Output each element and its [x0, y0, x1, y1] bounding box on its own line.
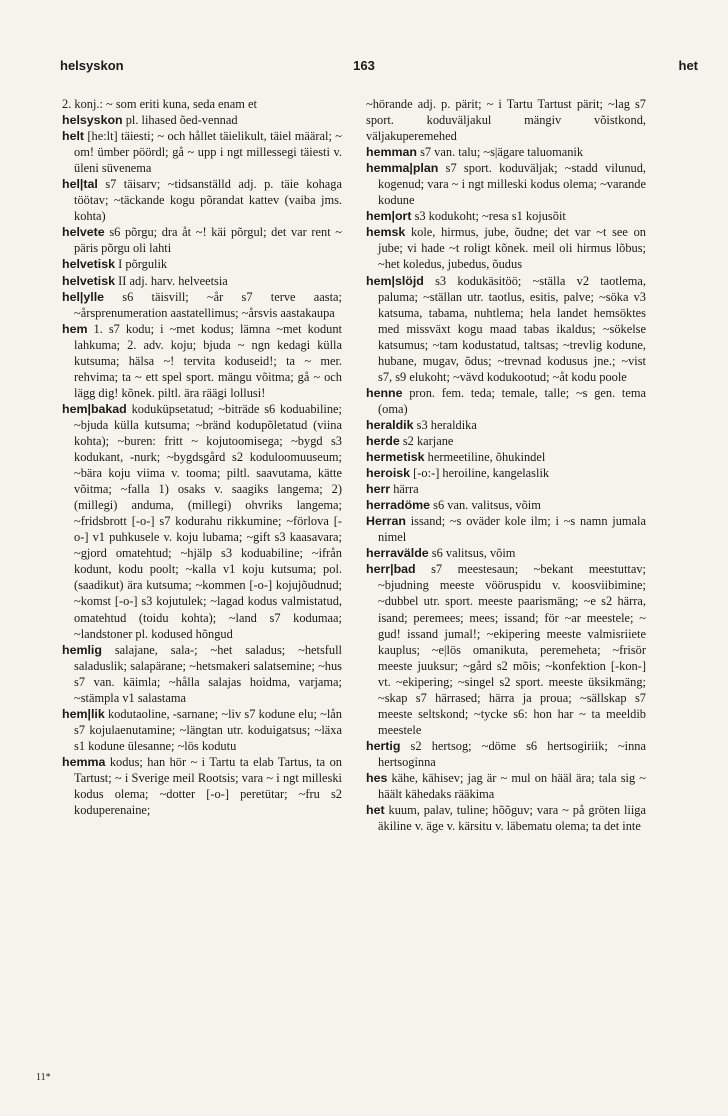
headword: Herran: [366, 514, 406, 529]
dictionary-entry: [366, 385, 646, 417]
dictionary-entry: [366, 273, 646, 385]
entry-text: s7 meestesaun; ~bekant meestuttav; ~bjudning meeste vööruspidu v. koosviibimine; ~dubbel utr. sport. meeste paarismäng; ~e s2 härra, isand; peremees; mees; issand; för ~ar meestele; ~ gud! issand jumal!; ~ekipering meeste valmisriiete kauplus; ~e|lös omanikuta, peremeheta; ~frisör meeste juuksur; ~gård s2 mõis; ~konfektion [-kon-] vt. ~ekipering; ~singel s2 sport. meeste üksikmäng; ~skap s7 härrased; härra ja proua; ~sällskap s7 meeste seltskond; ~tycke s6: hon har ~ ta meeldib meestele: [378, 562, 646, 737]
entry-text: koduküpsetatud; ~biträde s6 koduabiline; ~bjuda külla kutsuma; ~bränd kodupõletatud (viina kohta); ~buren: fritt ~ kojutoomisega; ~bygd s3 kodukant, -nurk; ~bygdsgård s2 koduloomuuseum; ~bära koju viima v. tooma; piltl. saavutama, kätte võitma; ~falla 1) osaks v. saagiks langema; 2) (millegi) anduma, (millegi) ohvriks langema; ~fridsbrott [-o-] s7 kodurahu rikkumine; ~förlova [-o-] v1 puhkusele v. koju lubama; ~gift s3 kaasavara; ~gjord omatehtud; ~hjälp s3 koduabiline; ~ifrån kodunt, kodu poolt; ~kalla v1 koju kutsuma; pol. (saadikut) ära kutsuma; ~kommen [-o-] kojujõudnud; ~komst [-o-] s3 kojutulek; ~lagad kodus valmistatud, omatehtud (toidu kohta); ~land s7 kodumaa; ~landstoner pl. kodused hõngud: [74, 401, 342, 641]
entry-text: s7 täisarv; ~tidsanställd adj. p. täie kohaga töötav; ~täckande kogu põrandat kattev (vaiba jms. kohta): [74, 177, 342, 224]
dictionary-entry: [62, 176, 342, 224]
headword: hel|tal: [62, 177, 98, 192]
dictionary-entry: [62, 256, 342, 272]
headword: hem|bakad: [62, 401, 127, 416]
entry-text: kole, hirmus, jube, õudne; det var ~t see on jube; vi hade ~t roligt kõnek. meil oli hirmus lõbus; ~het koledus, jubedus, õudus: [378, 225, 646, 272]
headword: hem: [62, 321, 88, 336]
dictionary-entry: [62, 96, 342, 112]
entry-text: ~hörande adj. p. pärit; ~ i Tartu Tartust pärit; ~lag s7 sport. koduväljakul mängiv võistkond, väljakuperemehed: [366, 97, 646, 144]
headword: heraldik: [366, 417, 414, 432]
headword: helvete: [62, 225, 105, 240]
entry-text: hermeetiline, õhukindel: [424, 450, 546, 465]
headword: hertig: [366, 738, 401, 753]
entry-text: s3 heraldika: [413, 417, 477, 432]
entry-text: kodus; han hör ~ i Tartu ta elab Tartus, ta on Tartust; ~ i Sverige meil Rootsis; vara ~ i ngt milleski kodus olema; ~dotter [-o-] peretütar; ~fru s2 koduperenaine;: [74, 754, 342, 818]
entry-text: pl. lihased õed-vennad: [122, 113, 238, 128]
dictionary-entry: [366, 738, 646, 770]
headword: hes: [366, 770, 388, 785]
dictionary-entry: [366, 561, 646, 738]
dictionary-entry: [366, 208, 646, 224]
headword: herr: [366, 482, 391, 497]
dictionary-entry: [366, 802, 646, 834]
headword: helvetisk: [62, 273, 116, 288]
entry-text: härra: [390, 482, 419, 497]
entry-text: [he:lt] täiesti; ~ och hållet täielikult, täiel määral; ~ om! ümber pöördl; gå ~ upp i ngt millessegi täiesti v. üleni süvenema: [74, 129, 342, 176]
entry-text: [-o:-] heroiline, kangelaslik: [410, 466, 550, 481]
dictionary-entry: [366, 497, 646, 513]
headword: helt: [62, 129, 85, 144]
headword: hem|lik: [62, 706, 105, 721]
dictionary-entry: [366, 417, 646, 433]
headword: hermetisk: [366, 450, 425, 465]
entry-text: s3 kodukäsitöö; ~ställa v2 taotlema, paluma; ~ställan utr. taotlus, esitis, palve; ~söka v3 katsuma, tabama, nuhtlema; hela landet hemsöktes med missväxt kogu maad tabas ikaldus; ~sökelse katsumus; ~tam kodustatud, taltsas; ~trevlig kodune, hubane, mugav, õdus; ~trevnad kodusus jne.; ~vist s7, s9 elukoht; ~vävd kodukootud; ~åt kodu poole: [378, 273, 646, 384]
dictionary-entry: [366, 513, 646, 545]
entry-text: s6 valitsus, võim: [428, 546, 516, 561]
entry-text: s3 kodukoht; ~resa s1 kojusõit: [411, 209, 566, 224]
entry-text: I põrgulik: [115, 257, 168, 272]
running-head-right: het: [678, 58, 698, 73]
headword: het: [366, 803, 385, 818]
headword: herradöme: [366, 498, 431, 513]
dictionary-entry: [62, 642, 342, 706]
dictionary-entry: [366, 449, 646, 465]
dictionary-entry: [62, 128, 342, 176]
entry-text: s7 sport. koduväljak; ~stadd vilunud, kogenud; vara ~ i ngt milleski kodus olema; ~varande kodune: [378, 161, 646, 208]
dictionary-entry: [366, 465, 646, 481]
dictionary-entry: [62, 321, 342, 401]
headword: hemlig: [62, 642, 102, 657]
entry-text: s7 van. talu; ~s|ägare taluomanik: [416, 145, 584, 160]
entry-text: s6 põrgu; dra åt ~! käi põrgul; det var rent ~ päris põrgu oli lahti: [74, 225, 342, 256]
dictionary-entry: [62, 273, 342, 289]
entry-text: kähe, kähisev; jag är ~ mul on hääl ära; tala sig ~ häält kähedaks rääkima: [378, 770, 646, 802]
headword: helvetisk: [62, 257, 116, 272]
entry-text: s6 van. valitsus, võim: [430, 498, 541, 513]
dictionary-entry: [62, 289, 342, 321]
dictionary-entry: [62, 224, 342, 256]
dictionary-entry: [366, 144, 646, 160]
entry-text: kuum, palav, tuline; hõõguv; vara ~ på gröten liiga äkiline v. äge v. kärsitu v. läbematu olema; ta det inte: [378, 803, 646, 834]
dictionary-entry: [366, 481, 646, 497]
dictionary-entry: [366, 770, 646, 802]
entry-text: 1. s7 kodu; i ~met kodus; lämna ~met kodunt lahkuma; 2. adv. koju; bjuda ~ ngn kedagi külla kutsuma; hälsa ~! tervita koduseid!; ta ~ mer. rehvima; ta ~ ett spel sport. mängu võitma; gå ~ och lägg dig! kõnek. piltl. ära räägi lollusi!: [74, 321, 342, 400]
dictionary-entry: [62, 401, 342, 642]
dictionary-entry: [366, 160, 646, 208]
signature-mark: 11*: [36, 1072, 51, 1083]
entry-text: pron. fem. teda; temale, talle; ~s gen. tema (oma): [378, 385, 646, 416]
headword: henne: [366, 385, 403, 400]
dictionary-entry: [366, 224, 646, 272]
left-column: [62, 96, 342, 818]
entry-text: kodutaoline, -sarnane; ~liv s7 kodune elu; ~lån s7 kojulaenutamine; ~längtan utr. koduigatsus; ~läxa s1 kodune ülesanne; ~lös kodutu: [74, 706, 342, 753]
entry-text: s2 karjane: [399, 433, 454, 448]
page-header: [30, 58, 698, 86]
dictionary-entry: [366, 96, 646, 144]
headword: hemma|plan: [366, 161, 439, 176]
entry-text: issand; ~s oväder kole ilm; i ~s namn jumala nimel: [378, 514, 646, 545]
headword: hem|slöjd: [366, 273, 424, 288]
entry-text: salajane, sala-; ~het saladus; ~hetsfull saladuslik; salapärane; ~hetsmakeri salatsemine; ~hus s7 van. käimla; ~hålla salajas hoidma, varjama; ~stämpla v1 salastama: [74, 642, 342, 705]
headword: hem|ort: [366, 209, 412, 224]
entry-text: II adj. harv. helveetsia: [115, 273, 228, 288]
headword: heroisk: [366, 466, 411, 481]
dictionary-entry: [366, 545, 646, 561]
headword: herr|bad: [366, 562, 416, 577]
headword: herde: [366, 433, 400, 448]
right-column: [366, 96, 646, 834]
page-number: 163: [353, 58, 375, 73]
running-head-left: helsyskon: [60, 58, 124, 73]
dictionary-entry: [366, 433, 646, 449]
entry-text: s6 täisvill; ~år s7 terve aasta; ~årsprenumeration aastatellimus; ~årsvis aastakaupa: [74, 289, 342, 320]
headword: hel|ylle: [62, 289, 105, 304]
headword: hemman: [366, 145, 417, 160]
headword: hemsk: [366, 225, 406, 240]
headword: hemma: [62, 754, 106, 769]
headword: helsyskon: [62, 113, 123, 128]
dictionary-entry: [62, 112, 342, 128]
entry-text: s2 hertsog; ~döme s6 hertsogiriik; ~inna hertsoginna: [378, 738, 646, 769]
dictionary-entry: [62, 754, 342, 818]
dictionary-entry: [62, 706, 342, 754]
entry-text: 2. konj.: ~ som eriti kuna, seda enam et: [62, 97, 257, 111]
headword: herravälde: [366, 546, 429, 561]
